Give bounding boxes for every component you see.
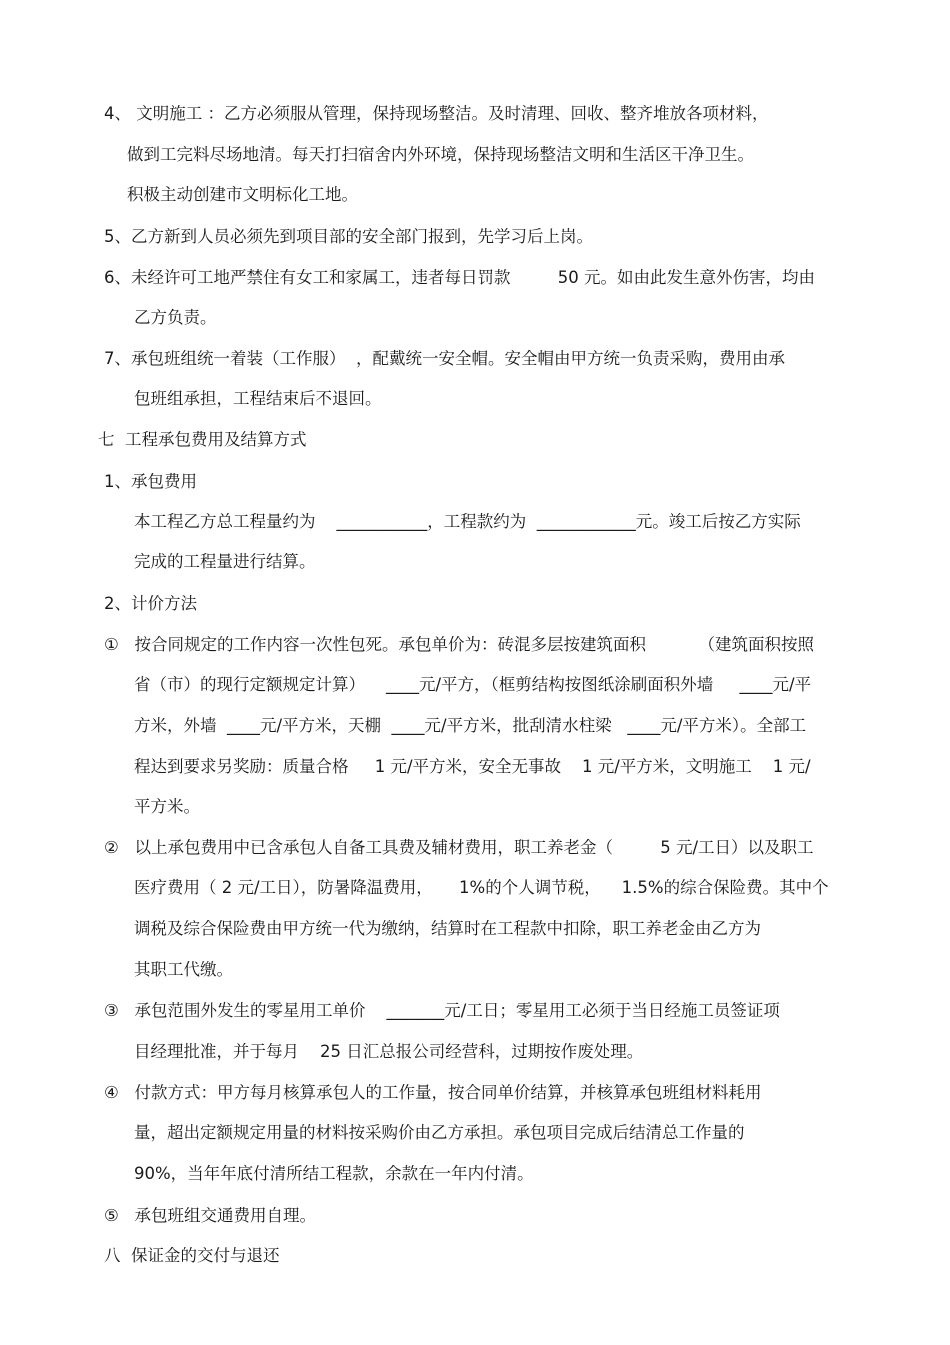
subsection-2-heading: 2、计价方法	[104, 594, 197, 613]
clause-6-line-2: 乙方负责。	[134, 308, 217, 327]
section-7-heading: 七 工程承包费用及结算方式	[98, 430, 307, 449]
item-3-line-2: 目经理批准，并于每月 25 日汇总报公司经营科，过期按作废处理。	[134, 1042, 644, 1061]
item-2-line-4: 其职工代缴。	[134, 960, 233, 979]
clause-5: 5、乙方新到人员必须先到项目部的安全部门报到，先学习后上岗。	[104, 227, 593, 246]
item-1-line-4: 程达到要求另奖励：质量合格 1 元/平方米，安全无事故 1 元/平方米，文明施工 1 元/	[134, 757, 811, 776]
subsection-1-heading: 1、承包费用	[104, 472, 197, 491]
item-2-line-2: 医疗费用（ 2 元/工日），防暑降温费用， 1%的个人调节税， 1.5%的综合保险费。其中个	[134, 878, 829, 897]
fee-line-1: 本工程乙方总工程量约为 ___________，工程款约为 ____________元。竣工后按乙方实际	[134, 512, 801, 531]
clause-6-line-1: 6、未经许可工地严禁住有女工和家属工，违者每日罚款 50 元。如由此发生意外伤害，均由	[104, 268, 815, 287]
item-1-line-1: ① 按合同规定的工作内容一次性包死。承包单价为：砖混多层按建筑面积 （建筑面积按照	[104, 635, 814, 654]
clause-4-line-3: 积极主动创建市文明标化工地。	[127, 185, 358, 204]
clause-4-line-2: 做到工完料尽场地清。每天打扫宿舍内外环境，保持现场整洁文明和生活区干净卫生。	[127, 145, 754, 164]
clause-7-line-2: 包班组承担，工程结束后不退回。	[134, 389, 382, 408]
clause-7-line-1: 7、承包班组统一着装（工作服） ，配戴统一安全帽。安全帽由甲方统一负责采购，费用由承	[104, 349, 785, 368]
item-2-line-3: 调税及综合保险费由甲方统一代为缴纳，结算时在工程款中扣除，职工养老金由乙方为	[134, 919, 761, 938]
item-4-line-2: 量，超出定额规定用量的材料按采购价由乙方承担。承包项目完成后结清总工作量的	[134, 1123, 745, 1142]
item-4-line-1: ④ 付款方式：甲方每月核算承包人的工作量，按合同单价结算，并核算承包班组材料耗用	[104, 1083, 762, 1102]
item-1-line-3: 方米，外墙 ____元/平方米，天棚 ____元/平方米，批刮清水柱梁 ____元/平方米）。全部工	[134, 716, 807, 735]
fee-line-2: 完成的工程量进行结算。	[134, 552, 316, 571]
item-4-line-3: 90%，当年年底付清所结工程款，余款在一年内付清。	[134, 1164, 534, 1183]
item-1-line-5: 平方米。	[134, 797, 200, 816]
item-3-line-1: ③ 承包范围外发生的零星用工单价 _______元/工日；零星用工必须于当日经施工员签证项	[104, 1001, 780, 1020]
item-2-line-1: ② 以上承包费用中已含承包人自备工具费及辅材费用，职工养老金（ 5 元/工日）以及职工	[104, 838, 814, 857]
section-8-heading: 八 保证金的交付与退还	[104, 1246, 280, 1265]
item-5: ⑤ 承包班组交通费用自理。	[104, 1206, 317, 1225]
item-1-line-2: 省（市）的现行定额规定计算） ____元/平方，（框剪结构按图纸涂刷面积外墙 ____元/平	[134, 675, 812, 694]
clause-4-line-1: 4、 文明施工 ：乙方必须服从管理，保持现场整洁。及时清理、回收、整齐堆放各项材料，	[104, 104, 769, 123]
